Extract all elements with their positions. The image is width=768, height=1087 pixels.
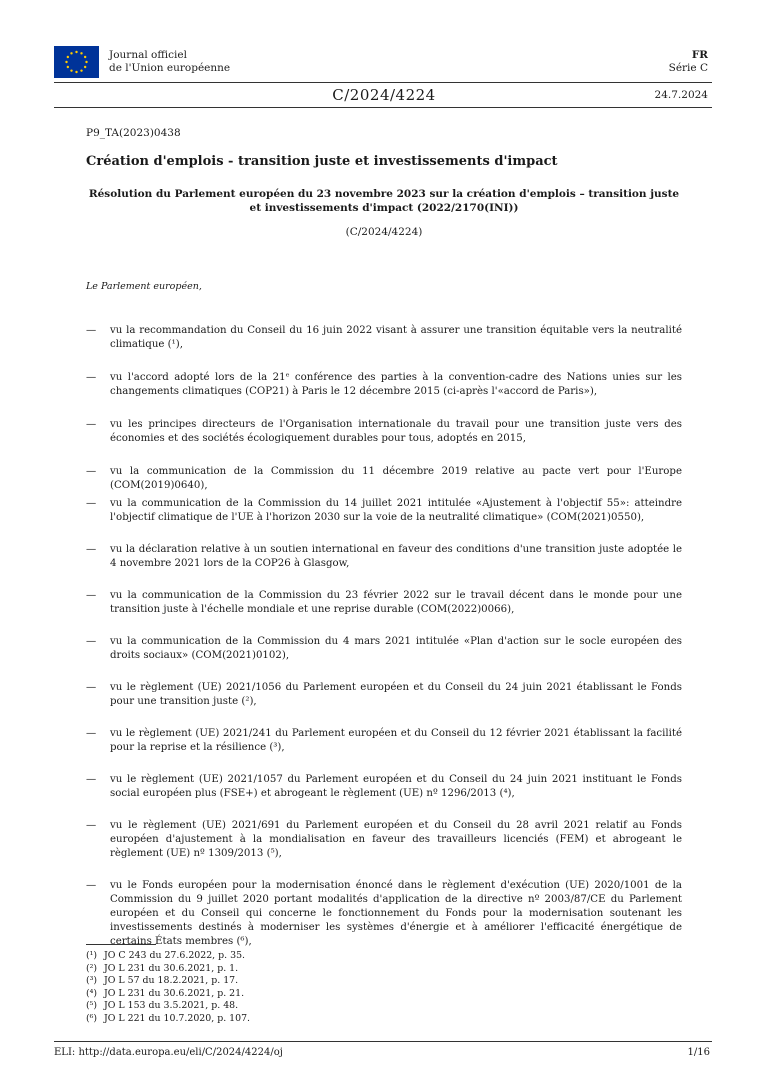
- citation-item: [86, 465, 682, 493]
- header-rule-bottom: [54, 107, 712, 108]
- footnote-number: (⁴): [86, 987, 98, 999]
- language-code: FR: [691, 49, 708, 61]
- flag-star: [85, 61, 87, 63]
- footnote-text: JO L 57 du 18.2.2021, p. 17.: [104, 975, 239, 987]
- resolution-subtitle: Résolution du Parlement européen du 23 novembre 2023 sur la création d'emplois – transition juste et investissements d'impact (2022/2170(INI)): [88, 188, 680, 214]
- footnote-item: [86, 963, 250, 976]
- footnotes: [86, 950, 250, 1026]
- citation-item: [86, 418, 682, 446]
- citation-item: [86, 589, 682, 617]
- citation-dash: —: [86, 466, 97, 477]
- footnote-number: (³): [86, 975, 98, 987]
- publication-date: 24.7.2024: [654, 89, 708, 101]
- citation-dash: —: [86, 325, 97, 336]
- flag-star: [75, 71, 77, 73]
- citation-text: vu la communication de la Commission du 4 mars 2021 intitulée «Plan d'action sur le socle européen des droits sociaux» (COM(2021)0102),: [110, 636, 682, 661]
- citation-text: vu la déclaration relative à un soutien international en faveur des conditions d'une transition juste adoptée le 4 novembre 2021 lors de la COP26 à Glasgow,: [110, 544, 682, 569]
- intro-text: Le Parlement européen,: [86, 281, 202, 292]
- document-body: [86, 126, 682, 947]
- citation-dash: —: [86, 419, 97, 430]
- citation-text: vu le règlement (UE) 2021/691 du Parlement européen et du Conseil du 28 avril 2021 relatif au Fonds européen d'ajustement à la mondialisation en faveur des travailleurs licenciés (FEM) et abrogeant le règlement (UE) nº 1309/2013 (⁵),: [110, 820, 682, 859]
- footnote-number: (⁵): [86, 1000, 98, 1012]
- flag-star: [80, 69, 82, 71]
- citation-text: vu les principes directeurs de l'Organisation internationale du travail pour une transition juste vers des économies et des sociétés écologiquement durables pour tous, adoptés en 2015,: [110, 419, 682, 444]
- document-number: C/2024/4224: [332, 86, 436, 104]
- footnote-item: [86, 975, 250, 988]
- flag-star: [80, 52, 82, 54]
- footnote-item: [86, 1000, 250, 1013]
- footnote-rule: [86, 944, 156, 945]
- header-rule: [54, 82, 712, 83]
- citation-dash: —: [86, 774, 97, 785]
- series-info: [669, 49, 708, 75]
- citation-text: vu la communication de la Commission du 14 juillet 2021 intitulée «Ajustement à l'objectif 55»: atteindre l'objectif climatique de l'UE à l'horizon 2030 sur la voie de la neutralité climatique» (COM(2021)0550),: [110, 498, 682, 523]
- flag-star: [70, 52, 72, 54]
- footnote-item: [86, 1013, 250, 1026]
- flag-star: [65, 61, 67, 63]
- citation-text: vu l'accord adopté lors de la 21ᵉ conférence des parties à la convention-cadre des Nations unies sur les changements climatiques (COP21) à Paris le 12 décembre 2015 (ci-après l'«accord de Paris»),: [110, 372, 682, 397]
- footnote-text: JO L 231 du 30.6.2021, p. 1.: [104, 962, 239, 974]
- eu-flag-icon: [54, 46, 99, 78]
- citation-dash: —: [86, 372, 97, 383]
- footnote-text: JO L 231 du 30.6.2021, p. 21.: [104, 987, 245, 999]
- sub-reference: (C/2024/4224): [345, 226, 423, 238]
- citation-text: vu le règlement (UE) 2021/1057 du Parlement européen et du Conseil du 24 juin 2021 instituant le Fonds social européen plus (FSE+) et abrogeant le règlement (UE) nº 1296/2013 (⁴),: [110, 774, 682, 799]
- series-label: Série C: [668, 62, 708, 74]
- footnote-item: [86, 988, 250, 1001]
- flag-star: [67, 66, 69, 68]
- citation-item: [86, 879, 682, 949]
- footnote-number: (¹): [86, 950, 98, 961]
- journal-title: [109, 49, 230, 75]
- footnote-number: (⁶): [86, 1012, 98, 1024]
- journal-title-line2: de l'Union européenne: [109, 62, 231, 74]
- citation-item: [86, 819, 682, 861]
- citation-dash: —: [86, 636, 97, 647]
- document-title: Création d'emplois - transition juste et investissements d'impact: [86, 154, 558, 169]
- citation-item: [86, 543, 682, 571]
- document-reference: P9_TA(2023)0438: [86, 127, 181, 139]
- citation-dash: —: [86, 498, 97, 509]
- citation-item: [86, 497, 682, 525]
- citation-dash: —: [86, 820, 97, 831]
- citation-item: [86, 681, 682, 709]
- citation-dash: —: [86, 728, 97, 739]
- citation-text: vu le Fonds européen pour la modernisation énoncé dans le règlement d'exécution (UE) 2020/1001 de la Commission du 9 juillet 2020 portant modalités d'application de la directive nº 2003/87/CE du Parlement européen et du Conseil qui concerne le fonctionnement du Fonds pour la modernisation soutenant les investissements destinés à moderniser les systèmes d'énergie et à améliorer l'efficacité énergétique de certains États membres (⁶),: [110, 880, 682, 947]
- citation-item: [86, 371, 682, 399]
- citation-dash: —: [86, 682, 97, 693]
- footer-rule: [54, 1041, 712, 1042]
- citation-text: vu la recommandation du Conseil du 16 juin 2022 visant à assurer une transition équitable vers la neutralité climatique (¹),: [110, 325, 682, 350]
- citation-item: [86, 324, 682, 352]
- citation-item: [86, 727, 682, 755]
- citation-text: vu la communication de la Commission du 23 février 2022 sur le travail décent dans le monde pour une transition juste à l'échelle mondiale et une reprise durable (COM(2022)0066),: [110, 590, 682, 615]
- footnote-text: JO C 243 du 27.6.2022, p. 35.: [104, 950, 246, 961]
- flag-star: [84, 66, 86, 68]
- footnote-text: JO L 221 du 10.7.2020, p. 107.: [104, 1012, 251, 1024]
- footnote-text: JO L 153 du 3.5.2021, p. 48.: [104, 1000, 239, 1012]
- flag-star: [84, 56, 86, 58]
- citation-text: vu le règlement (UE) 2021/1056 du Parlement européen et du Conseil du 24 juin 2021 établissant le Fonds pour une transition juste (²),: [110, 682, 682, 707]
- citation-text: vu le règlement (UE) 2021/241 du Parlement européen et du Conseil du 12 février 2021 établissant la facilité pour la reprise et la résilience (³),: [110, 728, 682, 753]
- footnote-item: [86, 950, 250, 963]
- flag-star: [75, 51, 77, 53]
- citation-dash: —: [86, 544, 97, 555]
- citation-text: vu la communication de la Commission du 11 décembre 2019 relative au pacte vert pour l'Europe (COM(2019)0640),: [110, 466, 682, 491]
- page-footer: [54, 1047, 710, 1058]
- footnote-number: (²): [86, 962, 98, 974]
- flag-star: [67, 56, 69, 58]
- citation-item: [86, 635, 682, 663]
- citation-dash: —: [86, 590, 97, 601]
- citation-dash: —: [86, 880, 97, 891]
- journal-title-line1: Journal officiel: [109, 49, 187, 61]
- citation-item: [86, 773, 682, 801]
- page-number: 1/16: [687, 1047, 710, 1058]
- flag-star: [70, 69, 72, 71]
- eli-link[interactable]: ELI: http://data.europa.eu/eli/C/2024/4224/oj: [54, 1047, 283, 1058]
